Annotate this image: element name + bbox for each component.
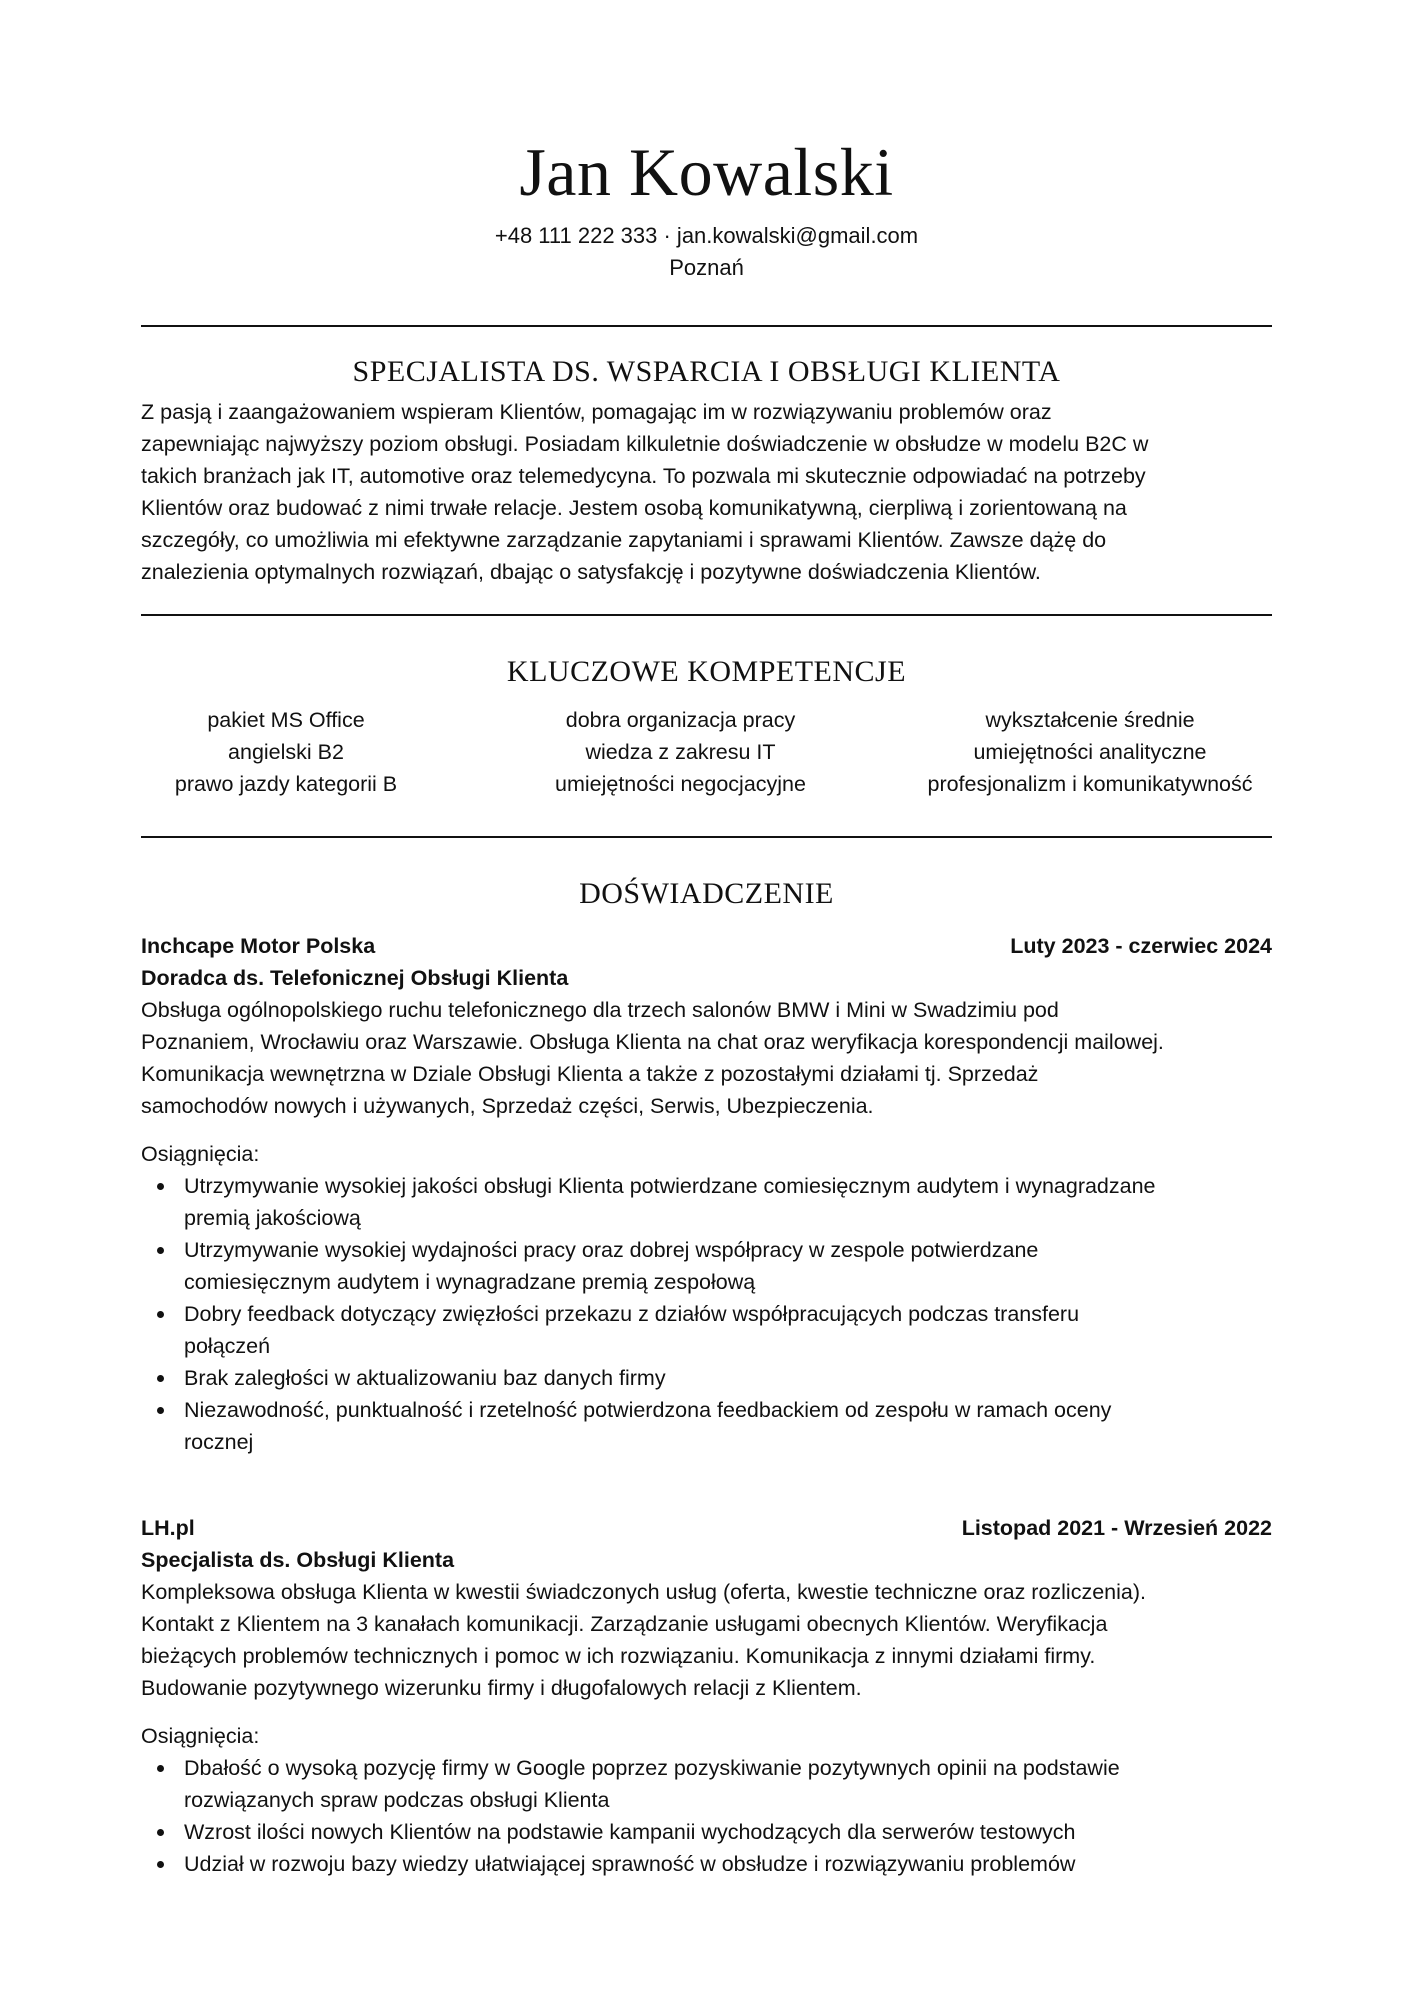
location: Poznań bbox=[669, 255, 744, 280]
description-line: Budowanie pozytywnego wizerunku firmy i długofalowych relacji z Klientem. bbox=[141, 1676, 862, 1700]
summary-line: znalezienia optymalnych rozwiązań, dbając o satysfakcję i pozytywne doświadczenia Klientów. bbox=[141, 560, 1041, 584]
summary-line: zapewniając najwyższy poziom obsługi. Posiadam kilkuletnie doświadczenie w obsłudze w modelu B2C w bbox=[141, 432, 1149, 456]
skill-item: angielski B2 bbox=[228, 740, 344, 764]
skills-column bbox=[511, 704, 851, 800]
skill-item: pakiet MS Office bbox=[207, 708, 365, 732]
bullet-icon bbox=[157, 1247, 164, 1254]
achievement-item: Utrzymywanie wysokiej wydajności pracy oraz dobrej współpracy w zespole potwierdzane comiesięcznym audytem i wynagradzane premią zespołową bbox=[141, 1234, 1272, 1298]
contact-block bbox=[141, 220, 1272, 284]
achievements-label: Osiągnięcia: bbox=[141, 1142, 260, 1166]
divider bbox=[141, 836, 1272, 838]
description-line: bieżących problemów technicznych i pomoc w ich rozwiązaniu. Komunikacja z innymi działami firmy. bbox=[141, 1644, 1096, 1668]
contact-line: +48 111 222 333 · jan.kowalski@gmail.com bbox=[494, 223, 919, 248]
bullet-icon bbox=[157, 1765, 164, 1772]
skills-column bbox=[111, 704, 461, 800]
skill-item: umiejętności analityczne bbox=[973, 740, 1207, 764]
achievement-item: Dbałość o wysoką pozycję firmy w Google poprzez pozyskiwanie pozytywnych opinii na podstawie rozwiązanych spraw podczas obsługi Klienta bbox=[141, 1752, 1272, 1816]
achievements-label: Osiągnięcia: bbox=[141, 1724, 260, 1748]
achievement-item: Niezawodność, punktualność i rzetelność potwierdzona feedbackiem od zespołu w ramach oceny rocznej bbox=[141, 1394, 1272, 1458]
achievements-list bbox=[141, 1170, 1272, 1458]
summary-text bbox=[141, 396, 1272, 588]
bullet-icon bbox=[157, 1375, 164, 1382]
job-dates: Luty 2023 - czerwiec 2024 bbox=[1010, 934, 1272, 958]
bullet-icon bbox=[157, 1311, 164, 1318]
experience-title: DOŚWIADCZENIE bbox=[579, 877, 834, 910]
summary-line: szczegóły, co umożliwia mi efektywne zarządzanie zapytaniami i sprawami Klientów. Zawsze dążę do bbox=[141, 528, 1107, 552]
description-line: Komunikacja wewnętrzna w Dziale Obsługi Klienta a także z pozostałymi działami tj. Sprzedaż bbox=[141, 1062, 1039, 1086]
skills-title: KLUCZOWE KOMPETENCJE bbox=[506, 655, 907, 688]
achievement-item: Dobry feedback dotyczący zwięzłości przekazu z działów współpracujących podczas transferu połączeń bbox=[141, 1298, 1272, 1362]
skill-item: profesjonalizm i komunikatywność bbox=[927, 772, 1253, 796]
summary-line: Klientów oraz budować z nimi trwałe relacje. Jestem osobą komunikatywną, cierpliwą i zorientowaną na bbox=[141, 496, 1127, 520]
achievement-item: Utrzymywanie wysokiej jakości obsługi Klienta potwierdzane comiesięcznym audytem i wynagradzane premią jakościową bbox=[141, 1170, 1272, 1234]
job-description bbox=[141, 994, 1272, 1122]
job-header bbox=[141, 930, 1272, 962]
job-role: Doradca ds. Telefonicznej Obsługi Klienta bbox=[141, 966, 569, 990]
job-header bbox=[141, 1512, 1272, 1544]
achievement-item: Wzrost ilości nowych Klientów na podstawie kampanii wychodzących dla serwerów testowych bbox=[141, 1816, 1272, 1848]
job-dates: Listopad 2021 - Wrzesień 2022 bbox=[961, 1516, 1272, 1540]
candidate-name: Jan Kowalski bbox=[519, 134, 894, 210]
skills-column bbox=[900, 704, 1280, 800]
achievement-item: Udział w rozwoju bazy wiedzy ułatwiającej sprawność w obsłudze i rozwiązywaniu problemów bbox=[141, 1848, 1272, 1880]
description-line: Kompleksowa obsługa Klienta w kwestii świadczonych usług (oferta, kwestie techniczne oraz rozliczenia). bbox=[141, 1580, 1146, 1604]
divider bbox=[141, 614, 1272, 616]
company-name: LH.pl bbox=[141, 1516, 195, 1540]
skill-item: dobra organizacja pracy bbox=[565, 708, 796, 732]
job-description bbox=[141, 1576, 1272, 1704]
skill-item: wykształcenie średnie bbox=[985, 708, 1195, 732]
achievement-item: Brak zaległości w aktualizowaniu baz danych firmy bbox=[141, 1362, 1272, 1394]
bullet-icon bbox=[157, 1183, 164, 1190]
bullet-icon bbox=[157, 1861, 164, 1868]
skills-grid bbox=[141, 704, 1272, 800]
summary-line: takich branżach jak IT, automotive oraz telemedycyna. To pozwala mi skutecznie odpowiadać na potrzeby bbox=[141, 464, 1146, 488]
summary-line: Z pasją i zaangażowaniem wspieram Klientów, pomagając im w rozwiązywaniu problemów oraz bbox=[141, 400, 1052, 424]
job-role: Specjalista ds. Obsługi Klienta bbox=[141, 1548, 455, 1572]
skill-item: prawo jazdy kategorii B bbox=[174, 772, 398, 796]
summary-title: SPECJALISTA DS. WSPARCIA I OBSŁUGI KLIENTA bbox=[352, 355, 1061, 388]
bullet-icon bbox=[157, 1829, 164, 1836]
company-name: Inchcape Motor Polska bbox=[141, 934, 376, 958]
skill-item: wiedza z zakresu IT bbox=[585, 740, 776, 764]
description-line: Obsługa ogólnopolskiego ruchu telefonicznego dla trzech salonów BMW i Mini w Swadzimiu pod bbox=[141, 998, 1059, 1022]
description-line: Kontakt z Klientem na 3 kanałach komunikacji. Zarządzanie usługami obecnych Klientów. Weryfikacja bbox=[141, 1612, 1108, 1636]
skill-item: umiejętności negocjacyjne bbox=[555, 772, 806, 796]
description-line: samochodów nowych i używanych, Sprzedaż części, Serwis, Ubezpieczenia. bbox=[141, 1094, 874, 1118]
achievements-list bbox=[141, 1752, 1272, 1880]
bullet-icon bbox=[157, 1407, 164, 1414]
description-line: Poznaniem, Wrocławiu oraz Warszawie. Obsługa Klienta na chat oraz weryfikacja korespondencji mailowej. bbox=[141, 1030, 1164, 1054]
divider bbox=[141, 325, 1272, 327]
